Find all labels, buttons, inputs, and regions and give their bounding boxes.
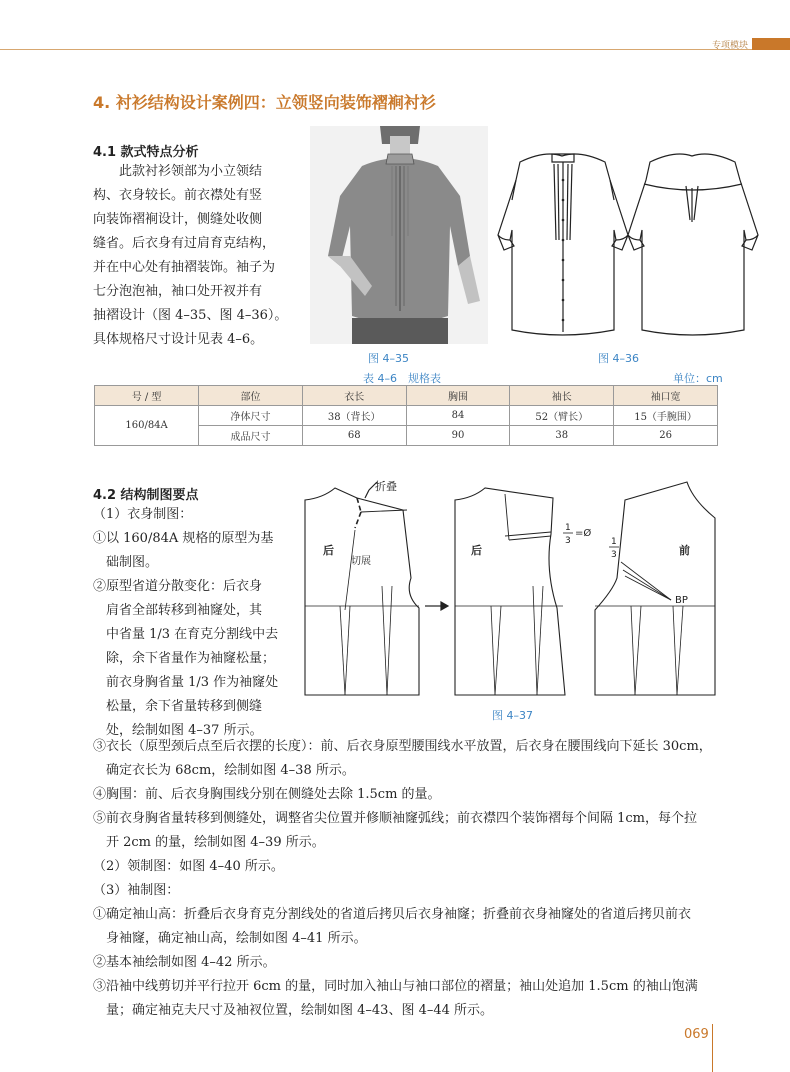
fraction-numerator-front: 1 — [611, 537, 617, 547]
text-line: 除，余下省量作为袖窿松量； — [93, 651, 276, 666]
label-fold: 折叠 — [375, 480, 397, 493]
section-tag: 专项模块 — [712, 41, 749, 51]
label-back-1: 后 — [323, 544, 334, 557]
table-cell: 26 — [614, 426, 718, 446]
header-accent-bar — [752, 38, 790, 50]
flat-sketches — [490, 140, 770, 345]
header-rule — [0, 49, 752, 50]
pattern-diagram — [295, 470, 735, 705]
text-line: ③沿袖中线剪切并平行拉开 6cm 的量，同时加入袖山与袖口部位的褶量；袖山处追加 1.5cm 的袖山饱满 — [93, 979, 698, 994]
text-line: 确定衣长为 68cm，绘制如图 4–38 所示。 — [93, 763, 355, 778]
table-cell: 52（臂长） — [510, 406, 614, 426]
text-line: 并在中心处有抽褶装饰。袖子为 — [93, 260, 276, 275]
table-caption: 表 4–6 规格表 — [363, 372, 441, 385]
spec-table — [94, 385, 718, 446]
text-line: 前衣身胸省量 1/3 作为袖窿处 — [93, 675, 279, 690]
text-line: 量；确定袖克夫尺寸及袖衩位置，绘制如图 4–43、图 4–44 所示。 — [93, 1003, 494, 1018]
text-line: 缝省。后衣身有过肩育克结构， — [93, 236, 276, 251]
table-cell: 38 — [510, 426, 614, 446]
page-number-rule — [712, 1024, 713, 1072]
table-cell: 38（背长） — [302, 406, 406, 426]
page-number: 069 — [684, 1027, 709, 1042]
label-cut: 切展 — [351, 556, 371, 567]
table-cell-size: 160/84A — [95, 406, 199, 446]
text-line: 身袖窿，确定袖山高，绘制如图 4–41 所示。 — [93, 931, 367, 946]
table-header-cell: 袖长 — [510, 386, 614, 406]
table-header-cell: 部位 — [199, 386, 303, 406]
fraction-numerator: 1 — [565, 523, 571, 533]
table-header-cell: 袖口宽 — [614, 386, 718, 406]
shirt-photo — [310, 126, 488, 344]
text-line: 具体规格尺寸设计见表 4–6。 — [93, 332, 264, 347]
section-heading-4-2: 4.2 结构制图要点 — [93, 488, 199, 503]
text-line: （3）袖制图： — [93, 883, 180, 898]
figure-caption-4-35: 图 4–35 — [368, 352, 409, 365]
text-line: 处，绘制如图 4–37 所示。 — [93, 723, 263, 738]
label-front: 前 — [679, 544, 690, 557]
table-header-cell: 衣长 — [302, 386, 406, 406]
text-line: ④胸围：前、后衣身胸围线分别在侧缝处去除 1.5cm 的量。 — [93, 787, 441, 802]
table-cell: 90 — [406, 426, 510, 446]
figure-caption-4-37: 图 4–37 — [492, 709, 533, 722]
figure-caption-4-36: 图 4–36 — [598, 352, 639, 365]
text-line: ②原型省道分散变化：后衣身 — [93, 579, 263, 594]
label-equals-symbol: =Ø — [575, 528, 592, 539]
table-unit: 单位：cm — [673, 372, 723, 385]
text-line: 开 2cm 的量，绘制如图 4–39 所示。 — [93, 835, 325, 850]
label-bp: BP — [675, 595, 688, 606]
text-line: 肩省全部转移到袖窿处，其 — [93, 603, 263, 618]
text-line: ①以 160/84A 规格的原型为基 — [93, 531, 274, 546]
text-line: ⑤前衣身胸省量转移到侧缝处，调整省尖位置并修顺袖窿弧线；前衣襟四个装饰褶每个间隔 1cm，每个拉 — [93, 811, 698, 826]
label-back-2: 后 — [471, 544, 482, 557]
table-cell: 68 — [302, 426, 406, 446]
section-heading-4-1: 4.1 款式特点分析 — [93, 145, 199, 160]
style-description — [93, 160, 287, 352]
table-header-cell: 号 / 型 — [95, 386, 199, 406]
text-line: 七分泡泡袖，袖口处开衩并有 — [93, 284, 263, 299]
fraction-denominator: 3 — [565, 536, 571, 546]
page-title: 4. 衬衫结构设计案例四：立领竖向装饰褶裥衬衫 — [93, 93, 436, 112]
table-cell: 15（手腕围） — [614, 406, 718, 426]
text-line: （2）领制图：如图 4–40 所示。 — [93, 859, 284, 874]
table-cell: 净体尺寸 — [199, 406, 303, 426]
table-row — [95, 406, 718, 426]
text-line: 抽褶设计（图 4–35、图 4–36）。 — [93, 308, 288, 323]
text-line: 中省量 1/3 在育克分割线中去 — [93, 627, 279, 642]
text-line: 构、衣身较长。前衣襟处有竖 — [93, 188, 263, 203]
text-line: 础制图。 — [93, 555, 159, 570]
text-line: 向装饰褶裥设计，侧缝处收侧 — [93, 212, 263, 227]
bodice-drafting-notes — [93, 503, 278, 743]
text-line: ③衣长（原型颈后点至后衣摆的长度）：前、后衣身原型腰围线水平放置，后衣身在腰围线向下延长 30cm， — [93, 739, 712, 754]
table-cell: 成品尺寸 — [199, 426, 303, 446]
text-line: 此款衬衫领部为小立领结 — [119, 164, 263, 179]
text-line: 松量，余下省量转移到侧缝 — [93, 699, 263, 714]
text-line: （1）衣身制图： — [93, 507, 193, 522]
table-header-cell: 胸围 — [406, 386, 510, 406]
fraction-denominator-front: 3 — [611, 550, 617, 560]
table-cell: 84 — [406, 406, 510, 426]
text-line: ①确定袖山高：折叠后衣身育克分割线处的省道后拷贝后衣身袖窿；折叠前衣身袖窿处的省道后拷贝前衣 — [93, 907, 692, 922]
table-header-row — [95, 386, 718, 406]
text-line: ②基本袖绘制如图 4–42 所示。 — [93, 955, 276, 970]
drafting-steps — [93, 735, 712, 1023]
